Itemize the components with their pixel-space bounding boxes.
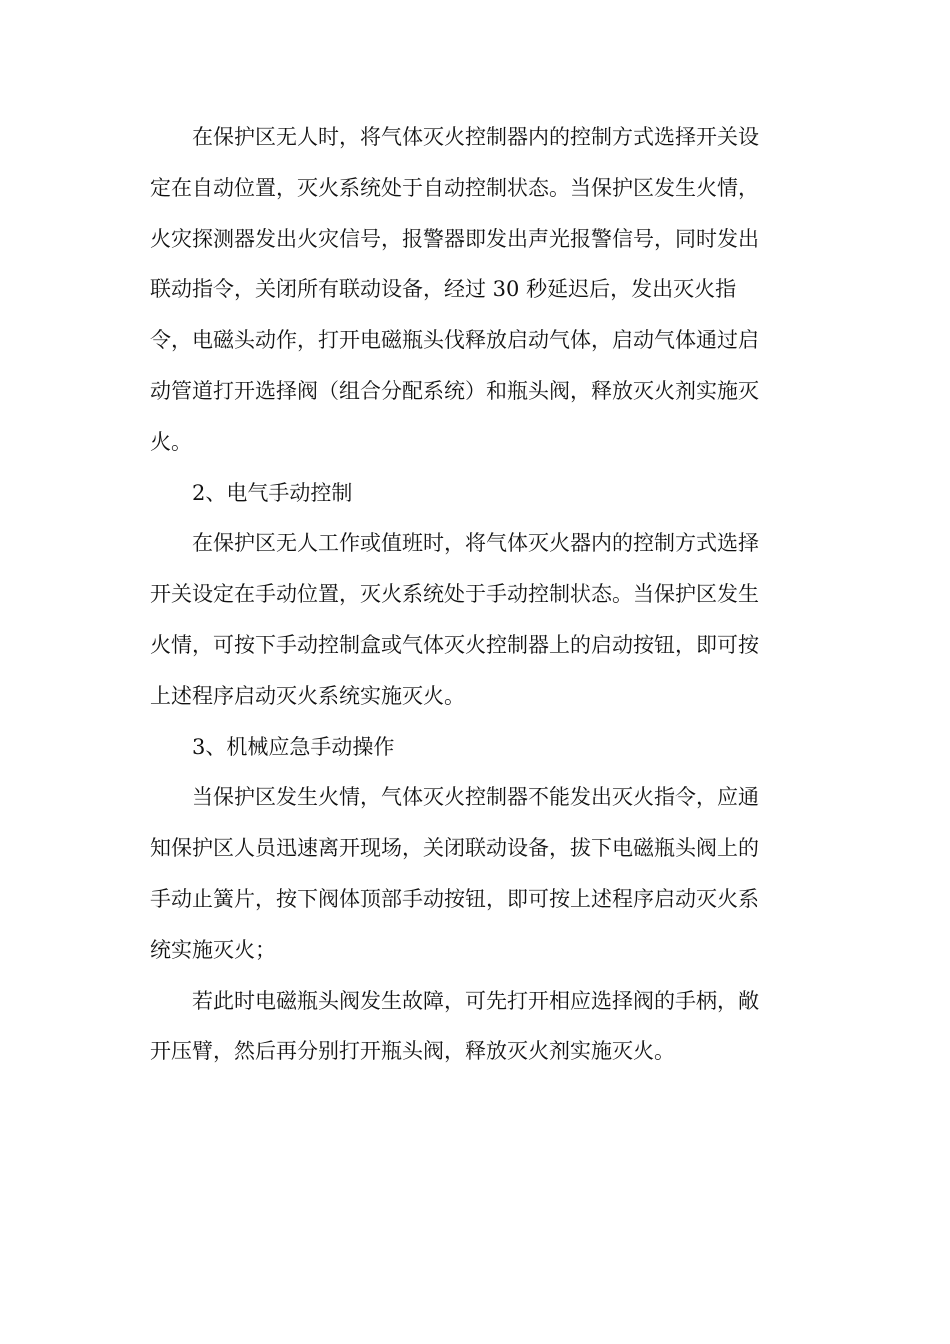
- paragraph-line: 开关设定在手动位置，灭火系统处于手动控制状态。当保护区发生: [150, 582, 759, 607]
- paragraph-line: 联动指令，关闭所有联动设备，经过 30 秒延迟后，发出灭火指: [150, 277, 737, 302]
- paragraph-mechanical-emergency: [150, 772, 805, 975]
- paragraph-line: 若此时电磁瓶头阀发生故障，可先打开相应选择阀的手柄，敞: [192, 988, 759, 1013]
- paragraph-line: 统实施灭火；: [150, 937, 276, 962]
- paragraph-line: 动管道打开选择阀（组合分配系统）和瓶头阀，释放灭火剂实施灭: [150, 378, 759, 403]
- paragraph-valve-failure: [150, 976, 805, 1078]
- paragraph-line: 火灾探测器发出火灾信号，报警器即发出声光报警信号，同时发出: [150, 226, 759, 251]
- paragraph-line: 在保护区无人时，将气体灭火控制器内的控制方式选择开关设: [192, 125, 759, 149]
- paragraph-line: 手动止簧片，按下阀体顶部手动按钮，即可按上述程序启动灭火系: [150, 886, 759, 911]
- paragraph-line: 火。: [150, 429, 192, 454]
- paragraph-line: 令，电磁头动作，打开电磁瓶头伐释放启动气体，启动气体通过启: [150, 328, 759, 353]
- section-heading: 3、机械应急手动操作: [192, 734, 395, 759]
- paragraph-line: 在保护区无人工作或值班时，将气体灭火器内的控制方式选择: [192, 531, 759, 556]
- paragraph-automatic-control: [150, 112, 805, 468]
- document-body: [150, 112, 805, 1077]
- paragraph-line: 火情，可按下手动控制盒或气体灭火控制器上的启动按钮，即可按: [150, 632, 759, 657]
- paragraph-line: 知保护区人员迅速离开现场，关闭联动设备，拔下电磁瓶头阀上的: [150, 836, 759, 861]
- paragraph-line: 上述程序启动灭火系统实施灭火。: [150, 683, 465, 708]
- paragraph-line: 定在自动位置，灭火系统处于自动控制状态。当保护区发生火情，: [150, 175, 759, 200]
- section-heading: 2、电气手动控制: [192, 480, 353, 505]
- section-heading-mechanical-emergency: [150, 722, 805, 773]
- paragraph-electric-manual: [150, 518, 805, 721]
- section-heading-electric-manual: [150, 468, 805, 519]
- paragraph-line: 当保护区发生火情，气体灭火控制器不能发出灭火指令，应通: [192, 785, 759, 810]
- paragraph-line: 开压臂，然后再分别打开瓶头阀，释放灭火剂实施灭火。: [150, 1039, 675, 1064]
